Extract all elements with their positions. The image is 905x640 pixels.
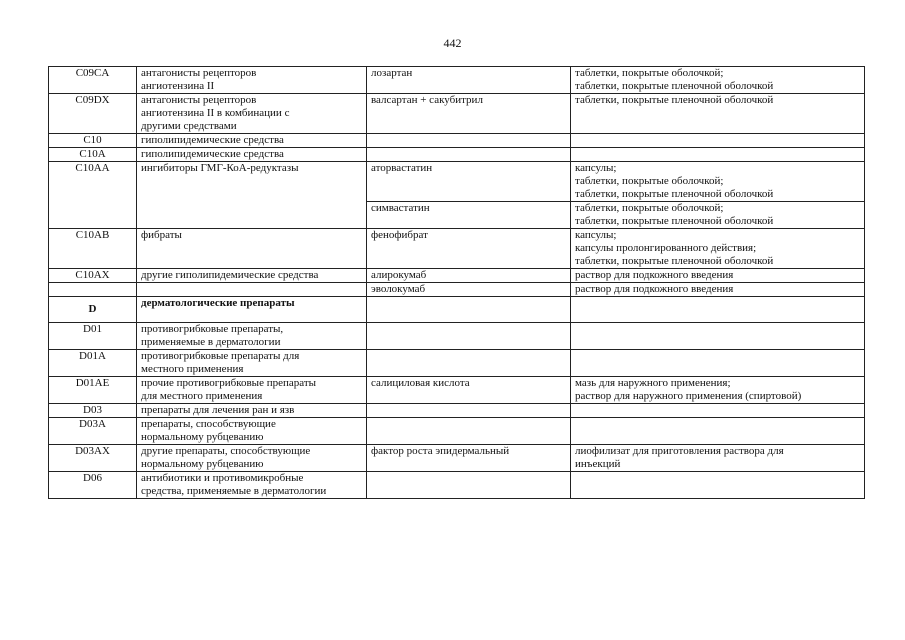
dosage-form-cell xyxy=(571,404,865,418)
drug-name-cell-line: лозартан xyxy=(371,67,413,79)
drug-name-cell xyxy=(367,445,571,472)
group-cell-line: антагонисты рецепторов xyxy=(141,67,257,79)
table-row xyxy=(49,229,865,269)
dosage-form-cell xyxy=(571,445,865,472)
group-cell-line: дерматологические препараты xyxy=(141,297,295,309)
dosage-form-cell-line: лиофилизат для приготовления раствора для xyxy=(575,445,784,457)
group-cell xyxy=(137,229,367,269)
group-cell xyxy=(137,472,367,499)
group-cell-line: другими средствами xyxy=(141,120,237,132)
group-cell-line: ингибиторы ГМГ-КоА-редуктазы xyxy=(141,162,299,174)
atc-code-cell-line: C10AX xyxy=(75,269,110,281)
group-cell-line: антагонисты рецепторов xyxy=(141,94,257,106)
drug-name-cell xyxy=(367,404,571,418)
table-row xyxy=(49,162,865,202)
group-cell-line: для местного применения xyxy=(141,390,263,402)
dosage-form-cell-line: мазь для наружного применения; xyxy=(575,377,731,389)
drug-name-cell-line: валсартан + сакубитрил xyxy=(371,94,483,106)
drug-name-cell-line: симвастатин xyxy=(371,202,430,214)
atc-code-cell-line: C10AA xyxy=(75,162,110,174)
drug-name-cell xyxy=(367,472,571,499)
drug-name-cell xyxy=(367,134,571,148)
group-cell xyxy=(137,377,367,404)
dosage-form-cell xyxy=(571,418,865,445)
atc-code-cell xyxy=(49,229,137,269)
atc-code-cell-line: D01AE xyxy=(75,377,110,389)
group-cell-line: применяемые в дерматологии xyxy=(141,336,281,348)
table-row xyxy=(49,67,865,94)
dosage-form-cell xyxy=(571,297,865,323)
drug-name-cell-line: фенофибрат xyxy=(371,229,428,241)
table-row xyxy=(49,283,865,297)
group-cell-line: нормальному рубцеванию xyxy=(141,431,264,443)
group-cell xyxy=(137,418,367,445)
dosage-form-cell xyxy=(571,67,865,94)
drug-name-cell xyxy=(367,148,571,162)
group-cell-line: прочие противогрибковые препараты xyxy=(141,377,317,389)
dosage-form-cell xyxy=(571,283,865,297)
atc-code-cell-line: C10 xyxy=(83,134,102,146)
atc-code-cell xyxy=(49,67,137,94)
dosage-form-cell-line: таблетки, покрытые пленочной оболочкой xyxy=(575,188,774,200)
drug-name-cell-line: фактор роста эпидермальный xyxy=(371,445,510,457)
dosage-form-cell xyxy=(571,269,865,283)
drug-name-cell xyxy=(367,94,571,134)
table-row xyxy=(49,350,865,377)
drug-name-cell-line: салициловая кислота xyxy=(371,377,470,389)
drug-name-cell-line: аторвастатин xyxy=(371,162,433,174)
atc-code-cell xyxy=(49,283,137,297)
group-cell-line: фибраты xyxy=(141,229,182,241)
atc-code-cell xyxy=(49,297,137,323)
group-cell xyxy=(137,148,367,162)
group-cell-line: средства, применяемые в дерматологии xyxy=(141,485,327,497)
drug-name-cell-line: эволокумаб xyxy=(371,283,426,295)
group-cell-line: другие препараты, способствующие xyxy=(141,445,311,457)
page-number: 442 xyxy=(443,36,462,50)
atc-code-cell xyxy=(49,148,137,162)
group-cell xyxy=(137,94,367,134)
group-cell xyxy=(137,67,367,94)
drug-name-cell-line: алирокумаб xyxy=(371,269,427,281)
drug-name-cell xyxy=(367,283,571,297)
dosage-form-cell xyxy=(571,472,865,499)
group-cell xyxy=(137,134,367,148)
group-cell-line: препараты для лечения ран и язв xyxy=(141,404,295,416)
table-row xyxy=(49,418,865,445)
dosage-form-cell xyxy=(571,134,865,148)
group-cell-line: гиполипидемические средства xyxy=(141,148,284,160)
drug-name-cell xyxy=(367,202,571,229)
atc-code-cell-line: C09CA xyxy=(75,67,110,79)
dosage-form-cell-line: таблетки, покрытые оболочкой; xyxy=(575,175,724,187)
group-cell-line: нормальному рубцеванию xyxy=(141,458,264,470)
dosage-form-cell-line: капсулы; xyxy=(575,162,617,174)
dosage-form-cell xyxy=(571,162,865,202)
drug-name-cell xyxy=(367,297,571,323)
group-cell-line: ангиотензина II xyxy=(141,80,215,92)
drug-name-cell xyxy=(367,350,571,377)
group-cell-line: препараты, способствующие xyxy=(141,418,276,430)
dosage-form-cell xyxy=(571,229,865,269)
dosage-form-cell-line: таблетки, покрытые оболочкой; xyxy=(575,67,724,79)
group-cell xyxy=(137,445,367,472)
dosage-form-cell-line: таблетки, покрытые пленочной оболочкой xyxy=(575,94,774,106)
atc-code-cell xyxy=(49,323,137,350)
atc-code-cell xyxy=(49,472,137,499)
atc-code-cell-line: C09DX xyxy=(75,94,110,106)
dosage-form-cell-line: таблетки, покрытые пленочной оболочкой xyxy=(575,215,774,227)
atc-code-cell xyxy=(49,94,137,134)
dosage-form-cell-line: капсулы пролонгированного действия; xyxy=(575,242,757,254)
atc-code-cell-line: D03AX xyxy=(75,445,110,457)
atc-code-cell xyxy=(49,404,137,418)
group-cell-line: другие гиполипидемические средства xyxy=(141,269,319,281)
dosage-form-cell xyxy=(571,94,865,134)
atc-code-cell xyxy=(49,162,137,229)
atc-code-cell-line: D01 xyxy=(83,323,102,335)
drug-table xyxy=(48,66,865,499)
drug-name-cell xyxy=(367,67,571,94)
atc-code-cell xyxy=(49,350,137,377)
atc-code-cell-line: C10A xyxy=(79,148,106,160)
dosage-form-cell-line: капсулы; xyxy=(575,229,617,241)
atc-code-cell xyxy=(49,377,137,404)
table-row xyxy=(49,269,865,283)
group-cell xyxy=(137,350,367,377)
table-row xyxy=(49,134,865,148)
dosage-form-cell-line: раствор для наружного применения (спиртовой) xyxy=(575,390,802,402)
dosage-form-cell-line: таблетки, покрытые пленочной оболочкой xyxy=(575,80,774,92)
drug-name-cell xyxy=(367,269,571,283)
atc-code-cell-line: C10AB xyxy=(75,229,110,241)
group-cell xyxy=(137,269,367,283)
atc-code-cell-line: D xyxy=(88,303,97,315)
table-row xyxy=(49,404,865,418)
drug-name-cell xyxy=(367,323,571,350)
table-row xyxy=(49,94,865,134)
group-cell xyxy=(137,162,367,229)
group-cell xyxy=(137,404,367,418)
table-row xyxy=(49,445,865,472)
drug-name-cell xyxy=(367,377,571,404)
group-cell-line: противогрибковые препараты для xyxy=(141,350,300,362)
table-row xyxy=(49,297,865,323)
dosage-form-cell-line: раствор для подкожного введения xyxy=(575,269,734,281)
atc-code-cell-line: D01A xyxy=(79,350,106,362)
group-cell-line: гиполипидемические средства xyxy=(141,134,284,146)
group-cell xyxy=(137,323,367,350)
atc-code-cell-line: D03 xyxy=(83,404,102,416)
atc-code-cell xyxy=(49,134,137,148)
dosage-form-cell xyxy=(571,350,865,377)
table-row xyxy=(49,323,865,350)
dosage-form-cell-line: раствор для подкожного введения xyxy=(575,283,734,295)
dosage-form-cell-line: инъекций xyxy=(575,458,621,470)
atc-code-cell xyxy=(49,269,137,283)
group-cell-line: противогрибковые препараты, xyxy=(141,323,284,335)
group-cell-line: антибиотики и противомикробные xyxy=(141,472,304,484)
group-cell xyxy=(137,283,367,297)
atc-code-cell-line: D03A xyxy=(79,418,106,430)
dosage-form-cell xyxy=(571,202,865,229)
table-row xyxy=(49,472,865,499)
table-row xyxy=(49,148,865,162)
table-row xyxy=(49,377,865,404)
atc-code-cell xyxy=(49,445,137,472)
dosage-form-cell-line: таблетки, покрытые оболочкой; xyxy=(575,202,724,214)
dosage-form-cell-line: таблетки, покрытые пленочной оболочкой xyxy=(575,255,774,267)
drug-name-cell xyxy=(367,229,571,269)
dosage-form-cell xyxy=(571,323,865,350)
dosage-form-cell xyxy=(571,377,865,404)
atc-code-cell-line: D06 xyxy=(83,472,102,484)
drug-name-cell xyxy=(367,162,571,202)
dosage-form-cell xyxy=(571,148,865,162)
atc-code-cell xyxy=(49,418,137,445)
group-cell xyxy=(137,297,367,323)
group-cell-line: местного применения xyxy=(141,363,244,375)
group-cell-line: ангиотензина II в комбинации с xyxy=(141,107,290,119)
drug-name-cell xyxy=(367,418,571,445)
